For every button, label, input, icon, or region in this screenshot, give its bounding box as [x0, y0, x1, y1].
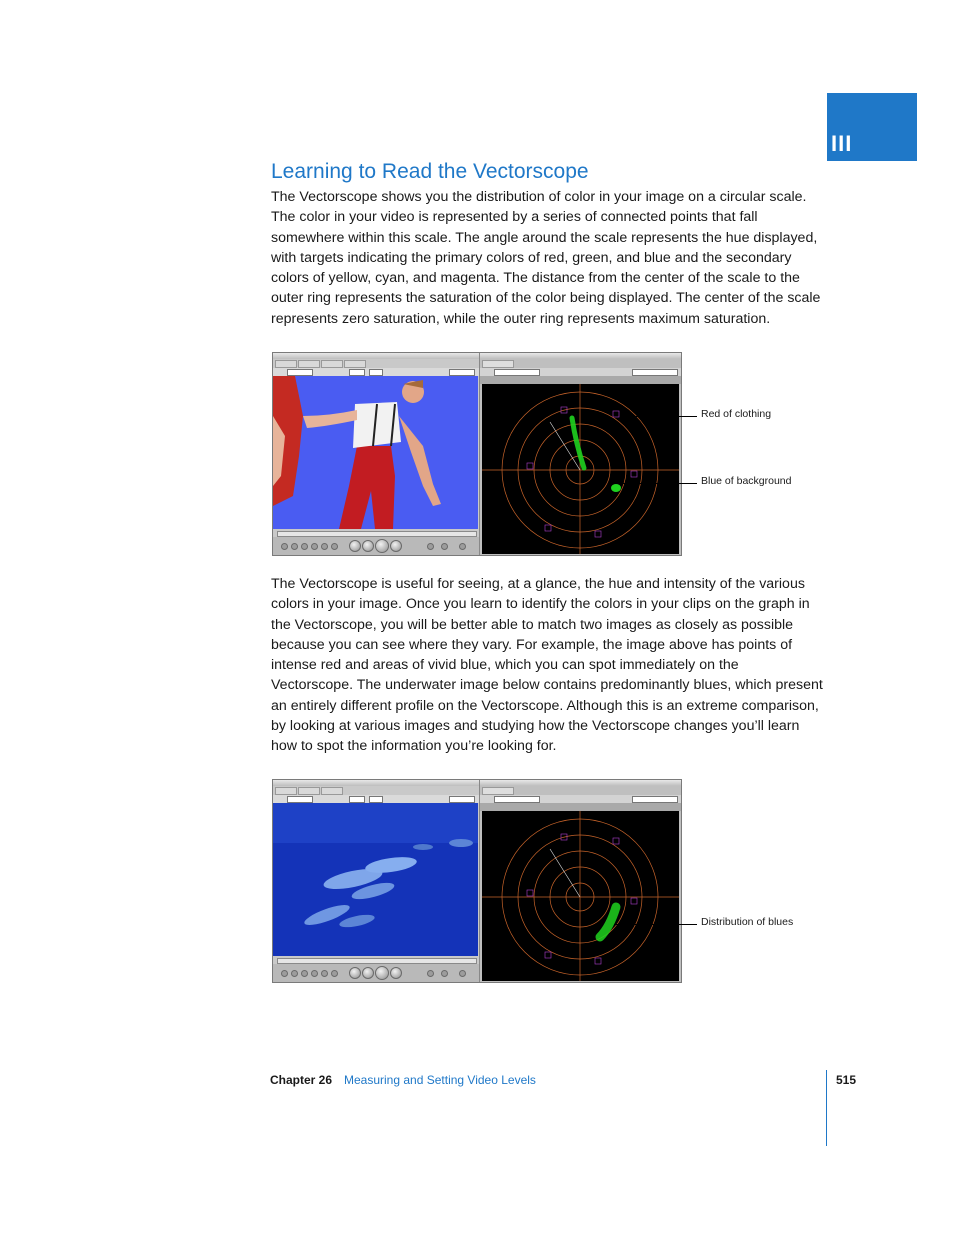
viewer-timecode-row	[273, 368, 479, 376]
jog-icon	[427, 970, 434, 977]
viewer-titlebar	[273, 353, 479, 359]
callout-line-red	[620, 416, 697, 417]
edit-icon	[459, 543, 466, 550]
video-scopes-window	[480, 780, 681, 982]
scope-titlebar	[480, 353, 681, 359]
callout-blue-background: Blue of background	[701, 475, 792, 487]
edit-icon	[459, 970, 466, 977]
shuttle-icon	[441, 970, 448, 977]
layout-popup	[494, 796, 540, 803]
scope-strip	[480, 376, 681, 384]
match-frame-icon	[301, 970, 308, 977]
scope-target-5	[595, 958, 601, 964]
mark-out-icon	[291, 543, 298, 550]
viewer-tabs	[275, 360, 366, 367]
footer-chapter-label: Chapter 26	[270, 1073, 333, 1087]
viewer-titlebar	[273, 780, 479, 786]
scope-tab	[482, 787, 514, 795]
scope-target-1	[613, 838, 619, 844]
view-popup	[369, 369, 383, 376]
video-scopes-window	[480, 353, 681, 555]
vectorscope-display	[482, 811, 679, 981]
mark-in-icon	[281, 970, 288, 977]
view-popup	[369, 796, 383, 803]
scope-selectors	[480, 368, 681, 376]
go-start-icon	[349, 540, 361, 552]
layout-popup	[494, 369, 540, 376]
scope-target-3	[631, 471, 637, 477]
scope-view-popup	[632, 796, 678, 803]
scope-strip	[480, 803, 681, 811]
go-start-icon	[349, 967, 361, 979]
marker-icon	[311, 970, 318, 977]
vectorscope-figure-blue	[272, 779, 682, 983]
viewer-transport-controls	[273, 964, 479, 982]
intro-paragraph: The Vectorscope shows you the distribution of color in your image on a circular scale. The color in your video is represented by a series of connected points that fall somewhere within this scale. The angle around the scale represents the hue displayed, with targets indicating the primary colors of red, green, and blue and the secondary colors of yellow, cyan, and magenta. The distance from the center of the scale to the outer ring represents the saturation of the color being displayed. The center of the scale represents zero saturation, while the outer ring represents maximum saturation.	[271, 189, 821, 327]
viewer-window	[273, 353, 480, 555]
go-end-icon	[390, 540, 402, 552]
comparison-paragraph: The Vectorscope is useful for seeing, at a glance, the hue and intensity of the various colors in your image. Once you learn to identify the colors in your clips on the graph in the Vectorscope, you will be better able to match two images as closely as possible because you can see where they vary. For example, the image above has points of intense red and areas of vivid blue, which you can spot immediately on the Vectorscope. The underwater image below contains predominantly blues, which present an entirely different profile on the Vectorscope. Although this is an extreme comparison, by looking at various images and studying how the Vectorscope changes you’ll learn how to spot the information you’re looking for.	[271, 576, 823, 755]
play-in-out-icon	[321, 543, 328, 550]
jog-icon	[427, 543, 434, 550]
video-frame-dancer	[273, 376, 478, 529]
scope-tab	[482, 360, 514, 368]
scope-target-2	[527, 463, 533, 469]
vectorscope-display	[482, 384, 679, 554]
scope-target-4	[545, 952, 551, 958]
skin-tone-line	[550, 849, 580, 897]
clip-marker-icon	[331, 970, 338, 977]
play-around-icon	[362, 540, 374, 552]
zoom-popup	[349, 796, 365, 803]
vectorscope-figure-red	[272, 352, 682, 556]
timecode-current	[449, 796, 475, 803]
shuttle-icon	[441, 543, 448, 550]
callout-line-blue	[617, 483, 697, 484]
callout-red-clothing: Red of clothing	[701, 408, 772, 420]
scope-selectors	[480, 795, 681, 803]
timecode-duration	[287, 796, 313, 803]
play-icon	[375, 539, 389, 553]
viewer-window	[273, 780, 480, 982]
callout-line-blues	[614, 924, 697, 925]
footer-chapter-title[interactable]: Measuring and Setting Video Levels	[344, 1073, 536, 1087]
play-in-out-icon	[321, 970, 328, 977]
scope-target-3	[631, 898, 637, 904]
match-frame-icon	[301, 543, 308, 550]
viewer-transport-controls	[273, 537, 479, 555]
play-icon	[375, 966, 389, 980]
part-tab	[827, 93, 917, 161]
trace-blues	[600, 907, 616, 937]
footer-divider	[826, 1070, 827, 1146]
play-around-icon	[362, 967, 374, 979]
zoom-popup	[349, 369, 365, 376]
scope-target-5	[595, 531, 601, 537]
scope-target-4	[545, 525, 551, 531]
page-number: 515	[836, 1073, 857, 1087]
marker-icon	[311, 543, 318, 550]
viewer-timecode-row	[273, 795, 479, 803]
video-frame-dolphins	[273, 803, 478, 956]
mark-in-icon	[281, 543, 288, 550]
section-heading: Learning to Read the Vectorscope	[271, 160, 589, 183]
scope-target-1	[613, 411, 619, 417]
callout-distribution-blues: Distribution of blues	[701, 916, 794, 928]
go-end-icon	[390, 967, 402, 979]
part-tab-label: III	[831, 131, 853, 156]
viewer-tabs	[275, 787, 343, 794]
scope-target-2	[527, 890, 533, 896]
scope-view-popup	[632, 369, 678, 376]
timecode-current	[449, 369, 475, 376]
scope-titlebar	[480, 780, 681, 786]
timecode-duration	[287, 369, 313, 376]
mark-out-icon	[291, 970, 298, 977]
clip-marker-icon	[331, 543, 338, 550]
trace-blue	[611, 484, 621, 492]
